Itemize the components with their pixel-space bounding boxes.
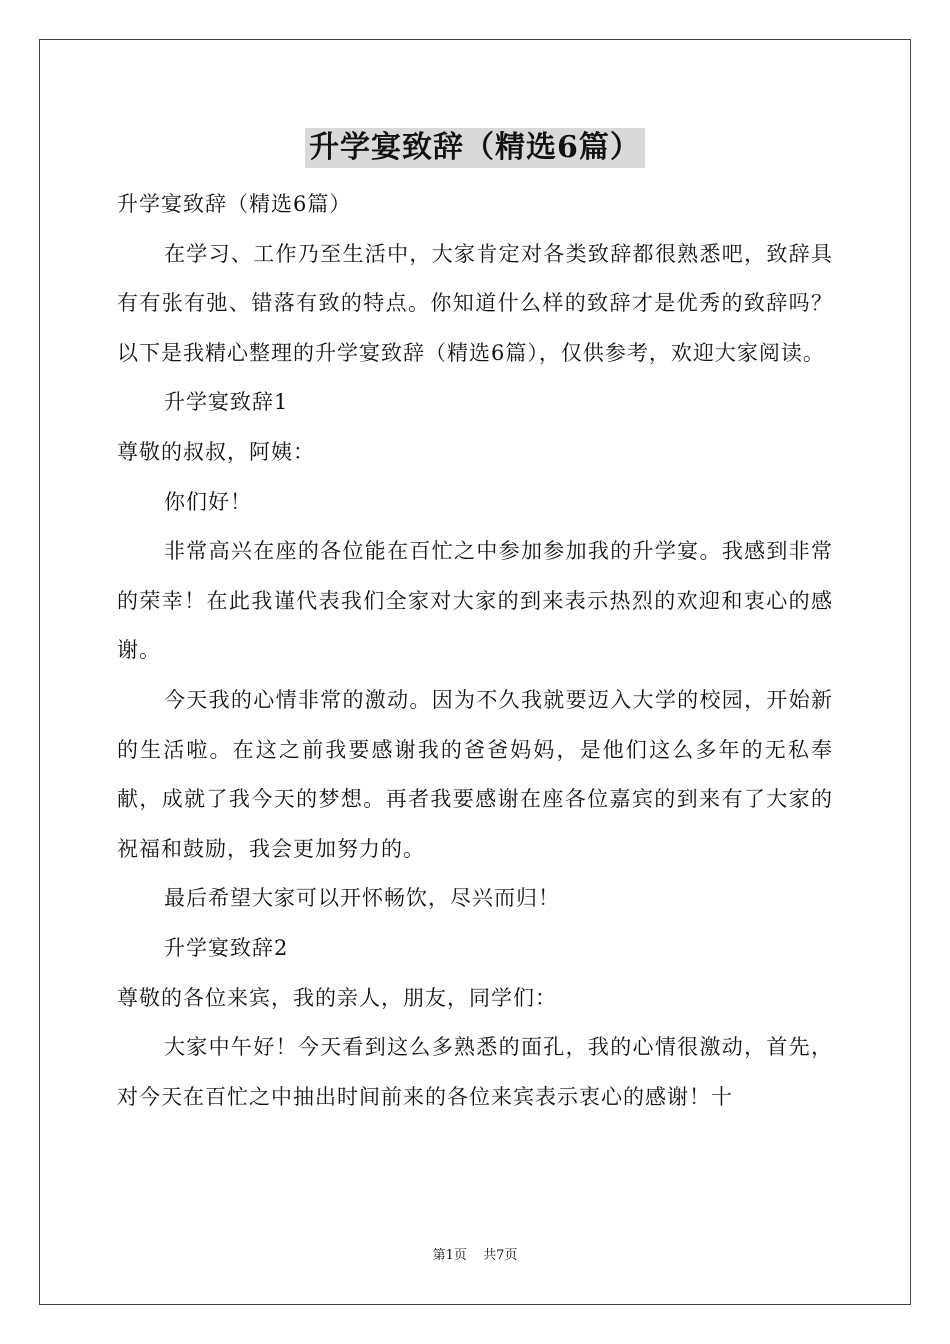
- paragraph: 大家中午好！今天看到这么多熟悉的面孔，我的心情很激动，首先，对今天在百忙之中抽出时间前来的各位来宾表示衷心的感谢！十: [117, 1035, 833, 1109]
- document-body: [117, 180, 833, 1122]
- paragraph: 非常高兴在座的各位能在百忙之中参加参加我的升学宴。我感到非常的荣幸！在此我谨代表我们全家对大家的到来表示热烈的欢迎和衷心的感谢。: [117, 539, 833, 663]
- paragraph: 今天我的心情非常的激动。因为不久我就要迈入大学的校园，开始新的生活啦。在这之前我要感谢我的爸爸妈妈，是他们这么多年的无私奉献，成就了我今天的梦想。再者我要感谢在座各位嘉宾的到来有了大家的祝福和鼓励，我会更加努力的。: [117, 687, 833, 861]
- salutation: 尊敬的各位来宾，我的亲人，朋友，同学们：: [117, 985, 557, 1010]
- section-heading: 升学宴致辞2: [164, 935, 289, 960]
- paragraph: 在学习、工作乃至生活中，大家肯定对各类致辞都很熟悉吧，致辞具有有张有弛、错落有致的特点。你知道什么样的致辞才是优秀的致辞吗？以下是我精心整理的升学宴致辞（精选6篇），仅供参考，欢迎大家阅读。: [117, 241, 833, 365]
- paragraph: 你们好！: [164, 489, 252, 514]
- paragraph: 最后希望大家可以开怀畅饮，尽兴而归！: [164, 886, 560, 911]
- section-heading: 升学宴致辞1: [164, 390, 289, 415]
- page-total: 共7页: [483, 1248, 518, 1263]
- title-container: [0, 128, 950, 168]
- salutation: 尊敬的叔叔，阿姨：: [117, 439, 315, 464]
- page-footer: [0, 1247, 950, 1265]
- page-number: 第1页: [432, 1248, 467, 1263]
- document-title: 升学宴致辞（精选6篇）: [305, 128, 645, 168]
- paragraph: 升学宴致辞（精选6篇）: [117, 192, 352, 216]
